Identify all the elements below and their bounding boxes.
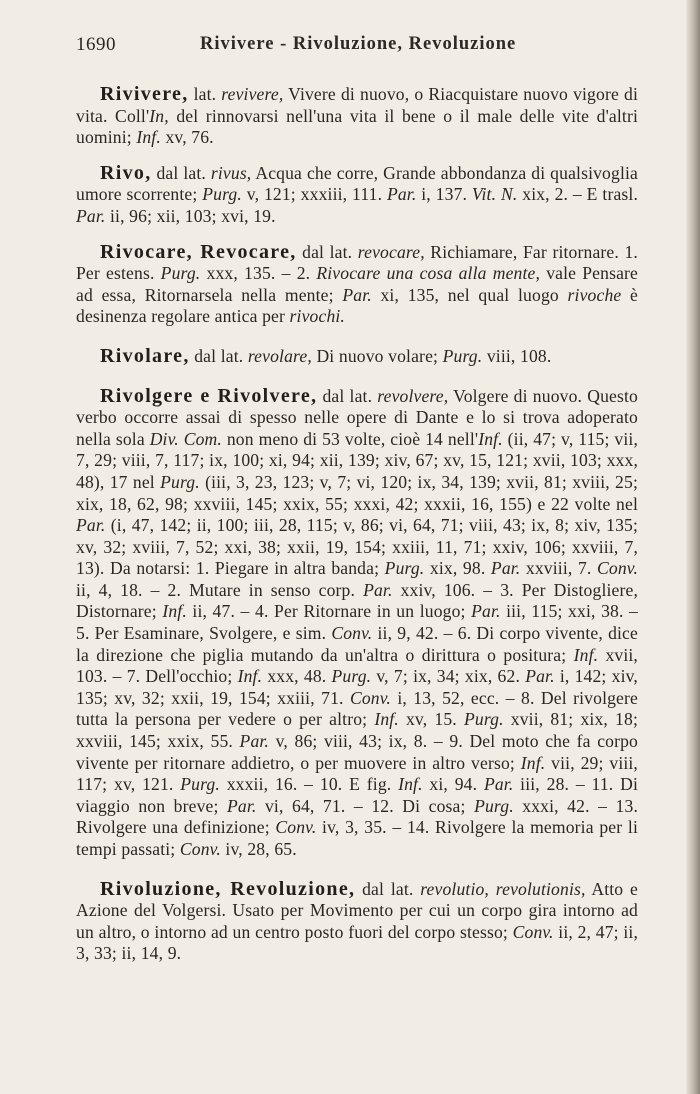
entry-rivolare: Rivolare, dal lat. revolare, Di nuovo volare; Purg. viii, 108. xyxy=(100,344,552,367)
headword: Rivolgere e Rivolvere, xyxy=(100,384,318,407)
dictionary-body xyxy=(76,84,638,979)
page-edge xyxy=(686,0,700,1094)
headword: Rivo, xyxy=(100,161,152,184)
running-header xyxy=(74,34,634,64)
page-number: 1690 xyxy=(76,34,116,55)
entry-rivo: Rivo, dal lat. rivus, Acqua che corre, Grande abbondanza di qualsivoglia umore scorrente; Purg. v, 121; xxxiii, 111. Par. i, 137. Vit. N. xix, 2. – E trasl. Par. ii, 96; xii, 103; xvi, 19. xyxy=(76,161,639,226)
headword: Rivocare, Revocare, xyxy=(100,240,297,263)
headword: Rivolare, xyxy=(100,344,190,367)
entry-rivoluzione: Rivoluzione, Revoluzione, dal lat. revolutio, revolutionis, Atto e Azione del Volgersi. Usato per Movimento per cui un corpo gira intorno ad un altro, o intorno ad un centro posto fuori del corpo stesso; Conv. ii, 2, 47; ii, 3, 33; ii, 14, 9. xyxy=(76,877,639,964)
entry-rivocare: Rivocare, Revocare, dal lat. revocare, Richiamare, Far ritornare. 1. Per estens. Purg. xxx, 135. – 2. Rivocare una cosa alla mente, vale Pensare ad essa, Ritornarsela nella mente; Par. xi, 135, nel qual luogo rivoche è desinenza regolare antica per rivochi. xyxy=(76,240,639,327)
running-title: Rivivere - Rivoluzione, Revoluzione xyxy=(200,34,517,54)
headword: Rivivere, xyxy=(100,83,189,105)
headword: Rivoluzione, Revoluzione, xyxy=(100,877,356,900)
entry-rivolgere: Rivolgere e Rivolvere, dal lat. revolvere, Volgere di nuovo. Questo verbo occorre assai di spesso nelle opere di Dante e lo si trova adoperato nella sola Div. Com. non meno di 53 volte, cioè 14 nell'Inf. (ii, 47; v, 115; vii, 7, 29; viii, 7, 117; ix, 100; xi, 94; xii, 139; xiv, 67; xv, 15, 121; xvii, 103; xxx, 48), 17 nel Purg. (iii, 3, 23, 123; v, 7; vi, 120; ix, 34, 139; xvii, 81; xviii, 25; xix, 18, 62, 98; xxviii, 145; xxix, 55; xxxi, 42; xxxii, 16, 155) e 22 volte nel Par. (i, 47, 142; ii, 100; iii, 28, 115; v, 86; vi, 64, 71; viii, 43; ix, 8; xiv, 135; xv, 32; xviii, 7, 52; xxi, 38; xxii, 19, 154; xxiii, 11, 71; xxiv, 106; xxviii, 7, 13). Da notarsi: 1. Piegare in altra banda; Purg. xix, 98. Par. xxviii, 7. Conv. ii, 4, 18. – 2. Mutare in senso corp. Par. xxiv, 106. – 3. Per Distogliere, Distornare; Inf. ii, 47. – 4. Per Ritornare in un luogo; Par. iii, 115; xxi, 38. – 5. Per Esaminare, Svolgere, e sim. Conv. ii, 9, 42. – 6. Di corpo vivente, dice la direzione che piglia mutando da un'altra o dirittura o positura; Inf. xvii, 103. – 7. Dell'occhio; Inf. xxx, 48. Purg. v, 7; ix, 34; xix, 62. Par. i, 142; xiv, 135; xv, 32; xxii, 19, 154; xxiii, 71. Conv. i, 13, 52, ecc. – 8. Del rivolgere tutta la persona per vedere o per altro; Inf. xv, 15. Purg. xvii, 81; xix, 18; xxviii, 145; xxix, 55. Par. v, 86; viii, 43; ix, 8. – 9. Del moto che fa corpo vivente per ritornare addietro, o per muovere in altro verso; Inf. vii, 29; viii, 117; xv, 121. Purg. xxxii, 16. – 10. E fig. Inf. xi, 94. Par. iii, 28. – 11. Di viaggio non breve; Par. vi, 64, 71. – 12. Di cosa; Purg. xxxi, 42. – 13. Rivolgere una definizione; Conv. iv, 3, 35. – 14. Rivolgere la memoria per li tempi passati; Conv. iv, 28, 65. xyxy=(76,384,639,859)
entry-rivivere: Rivivere, lat. revivere, Vivere di nuovo, o Riacquistare nuovo vigore di vita. Coll'In, del rinnovarsi nell'una vita il bene o il male delle vite d'altri uomini; Inf. xv, 76. xyxy=(76,83,638,148)
